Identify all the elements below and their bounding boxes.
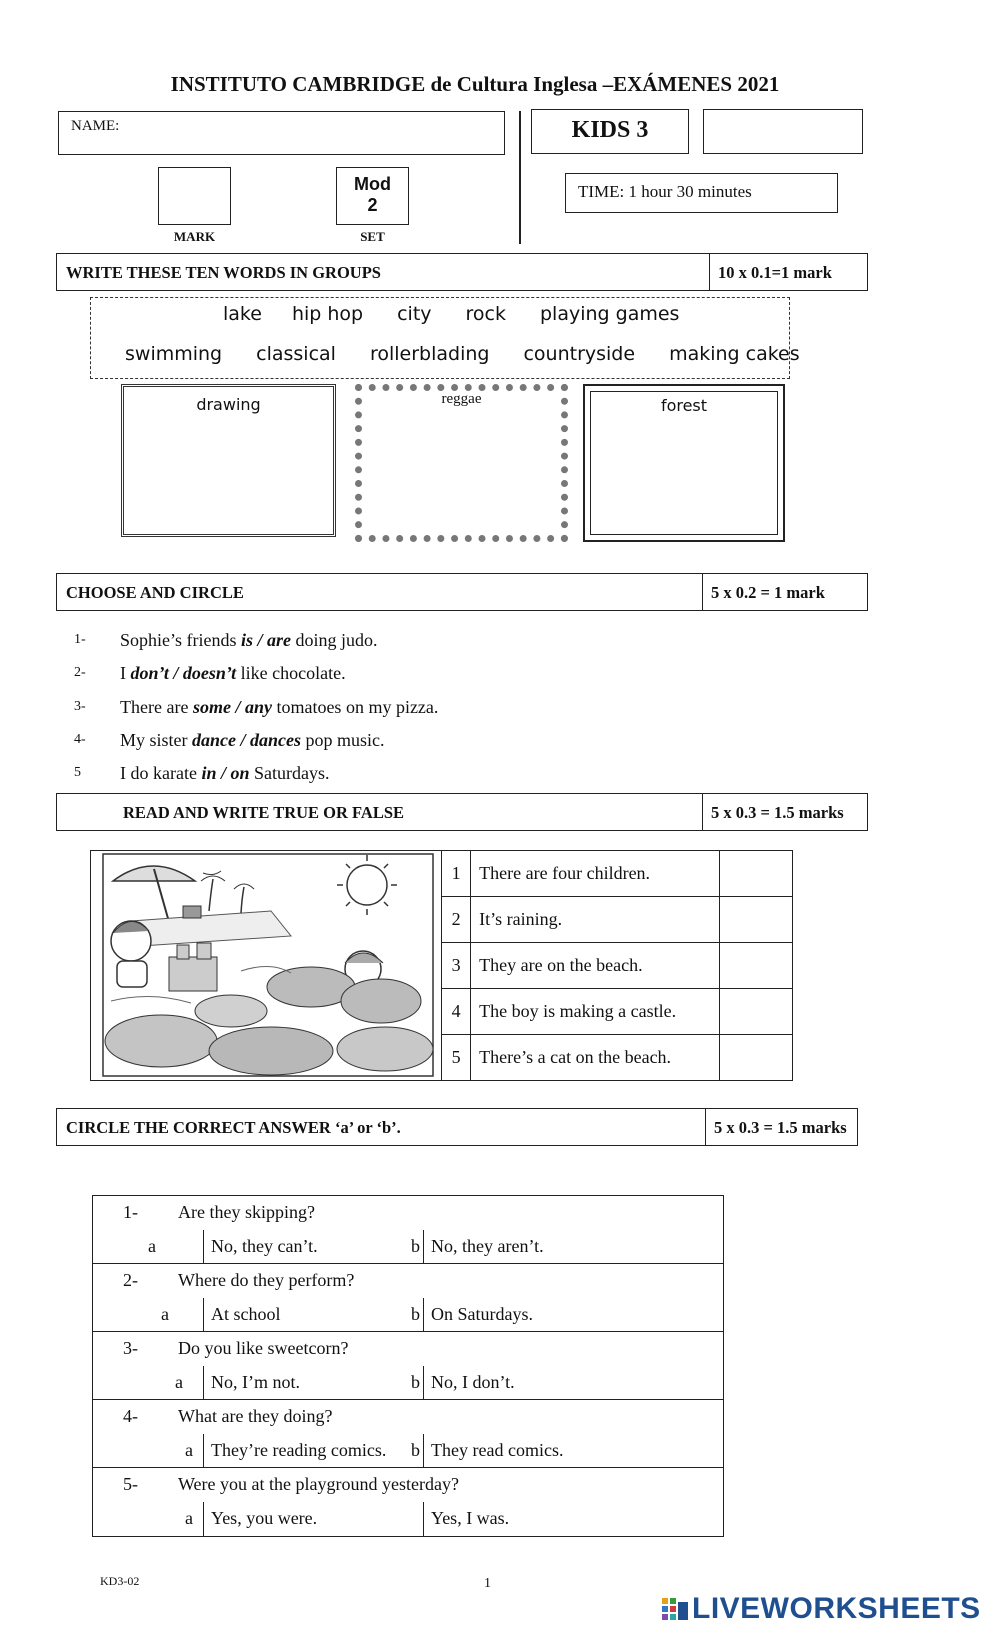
table-row [442,1035,793,1081]
set-label: SET [360,229,385,244]
statement: There’s a cat on the beach. [471,1035,719,1081]
choice-options[interactable]: some / any [192,697,272,717]
liveworksheets-logo-icon [662,1598,690,1629]
section4-heading: CIRCLE THE CORRECT ANSWER ‘a’ or ‘b’. [66,1118,401,1137]
table-row [442,943,793,989]
cell-divider [423,1502,424,1536]
word-item[interactable]: hip hop [291,303,364,325]
option-b[interactable]: Yes, I was. [431,1508,510,1528]
word-item[interactable]: city [397,303,432,325]
mark-label: MARK [173,229,216,244]
mod-label: Mod [354,174,391,194]
option-b-label: b [411,1236,420,1256]
item-text: doing judo. [291,630,378,650]
row-number: 2 [442,897,471,943]
liveworksheets-logo[interactable]: LIVEWORKSHEETS [692,1592,981,1625]
section1-heading: WRITE THESE TEN WORDS IN GROUPS [66,263,381,282]
item-text: like chocolate. [236,663,346,683]
item-text: My sister [120,730,192,750]
answer-cell[interactable] [719,897,792,943]
question-text: Are they skipping? [178,1202,315,1222]
word-item[interactable]: rock [465,303,506,325]
item-text: Sophie’s friends [120,630,241,650]
option-a-label: a [161,1304,169,1324]
group-label: forest [660,396,708,415]
table-row [442,989,793,1035]
option-a[interactable]: Yes, you were. [211,1508,318,1528]
time-label: TIME: 1 hour 30 minutes [578,182,752,201]
choice-options[interactable]: is / are [241,630,292,650]
question-block-1 [93,1196,723,1264]
cell-divider [423,1434,424,1467]
question-text: Were you at the playground yesterday? [178,1474,459,1494]
option-a-label: a [175,1372,183,1392]
section3-heading: READ AND WRITE TRUE OR FALSE [123,803,405,822]
level-label: KIDS 3 [571,117,649,143]
table-row [442,851,793,897]
beach-illustration [91,851,442,1081]
word-item[interactable]: lake [223,303,262,325]
section1-marks: 10 x 0.1=1 mark [709,254,867,290]
item-text: There are [120,697,193,717]
choose-item-2 [74,663,674,687]
group-box-reggae[interactable] [355,384,568,542]
row-number: 1 [442,851,471,897]
option-b[interactable]: On Saturdays. [431,1304,533,1324]
group-label: drawing [196,395,261,414]
option-a[interactable]: They’re reading comics. [211,1440,387,1460]
item-text: I do karate [120,763,202,783]
choose-item-1 [74,630,674,654]
group-box-forest[interactable] [583,384,785,542]
cell-divider [203,1230,204,1263]
section4-header [56,1108,858,1146]
section1-header [56,253,868,291]
question-block-5 [93,1468,723,1536]
word-bank-row-1 [223,303,679,325]
group-box-drawing[interactable] [121,384,336,537]
word-item[interactable]: rollerblading [369,343,490,365]
choice-options[interactable]: in / on [201,763,250,783]
word-item[interactable]: playing games [539,303,680,325]
option-a-label: a [185,1440,193,1460]
level-box [531,109,689,154]
table-row [442,897,793,943]
statement: There are four children. [471,851,719,897]
word-bank [90,297,800,379]
item-number: 1- [74,632,86,647]
cell-divider [203,1298,204,1331]
footer-code: KD3-02 [100,1574,140,1588]
word-item[interactable]: countryside [523,343,636,365]
answer-cell[interactable] [719,851,792,897]
section4-marks: 5 x 0.3 = 1.5 marks [705,1109,857,1145]
option-a-label: a [148,1236,156,1256]
answer-cell[interactable] [719,943,792,989]
option-b[interactable]: They read comics. [431,1440,564,1460]
question-block-3 [93,1332,723,1400]
choose-item-5 [74,763,674,787]
row-number: 5 [442,1035,471,1081]
item-text: I [120,663,131,683]
option-a[interactable]: No, I’m not. [211,1372,300,1392]
cell-divider [203,1434,204,1467]
mod-number: 2 [367,195,378,215]
word-item[interactable]: swimming [125,343,223,365]
option-b-label: b [411,1440,420,1460]
item-number: 4- [74,732,86,747]
option-a[interactable]: No, they can’t. [211,1236,318,1256]
question-text: Do you like sweetcorn? [178,1338,349,1358]
word-item[interactable]: classical [256,343,336,365]
cell-divider [423,1298,424,1331]
question-number: 3- [123,1338,138,1358]
statement: They are on the beach. [471,943,719,989]
level-empty-box[interactable] [703,109,863,154]
section2-heading: CHOOSE AND CIRCLE [66,583,244,602]
question-number: 5- [123,1474,138,1494]
word-bank-row-2 [125,343,800,365]
mark-box[interactable] [158,167,231,225]
row-number: 4 [442,989,471,1035]
question-block-2 [93,1264,723,1332]
page-number: 1 [484,1576,491,1591]
header-divider [519,111,521,244]
option-b-label: b [411,1304,420,1324]
page-title: INSTITUTO CAMBRIDGE de Cultura Inglesa –EXÁMENES 2021 [170,72,780,96]
section3-header [56,793,868,831]
section3-marks: 5 x 0.3 = 1.5 marks [702,794,867,830]
question-number: 4- [123,1406,138,1426]
option-b[interactable]: No, they aren’t. [431,1236,544,1256]
cell-divider [203,1366,204,1399]
item-number: 2- [74,665,86,680]
answer-table [92,1195,724,1537]
cell-divider [423,1230,424,1263]
option-b-label: b [411,1372,420,1392]
question-number: 2- [123,1270,138,1290]
option-a[interactable]: At school [211,1304,281,1324]
item-number: 5 [74,765,81,780]
item-number: 3- [74,699,86,714]
question-number: 1- [123,1202,138,1222]
answer-cell[interactable] [719,989,792,1035]
item-text: Saturdays. [249,763,330,783]
answer-cell[interactable] [719,1035,792,1081]
item-text: tomatoes on my pizza. [271,697,439,717]
choice-options[interactable]: dance / dances [192,730,301,750]
statement: The boy is making a castle. [471,989,719,1035]
set-box [336,167,409,225]
choose-item-4 [74,730,674,754]
true-false-table [441,850,793,1081]
cell-divider [203,1502,204,1536]
question-text: What are they doing? [178,1406,333,1426]
row-number: 3 [442,943,471,989]
group-label: reggae [441,391,482,407]
option-a-label: a [185,1508,193,1528]
option-b[interactable]: No, I don’t. [431,1372,515,1392]
item-text: pop music. [300,730,385,750]
choose-item-3 [74,697,674,721]
question-block-4 [93,1400,723,1468]
question-text: Where do they perform? [178,1270,355,1290]
statement: It’s raining. [471,897,719,943]
choice-options[interactable]: don’t / doesn’t [130,663,237,683]
section2-header [56,573,868,611]
beach-picture [90,850,442,1081]
cell-divider [423,1366,424,1399]
name-label: NAME: [71,118,120,134]
word-item[interactable]: making cakes [669,343,800,365]
time-box [565,173,838,213]
name-box[interactable] [58,111,505,155]
section2-marks: 5 x 0.2 = 1 mark [702,574,867,610]
